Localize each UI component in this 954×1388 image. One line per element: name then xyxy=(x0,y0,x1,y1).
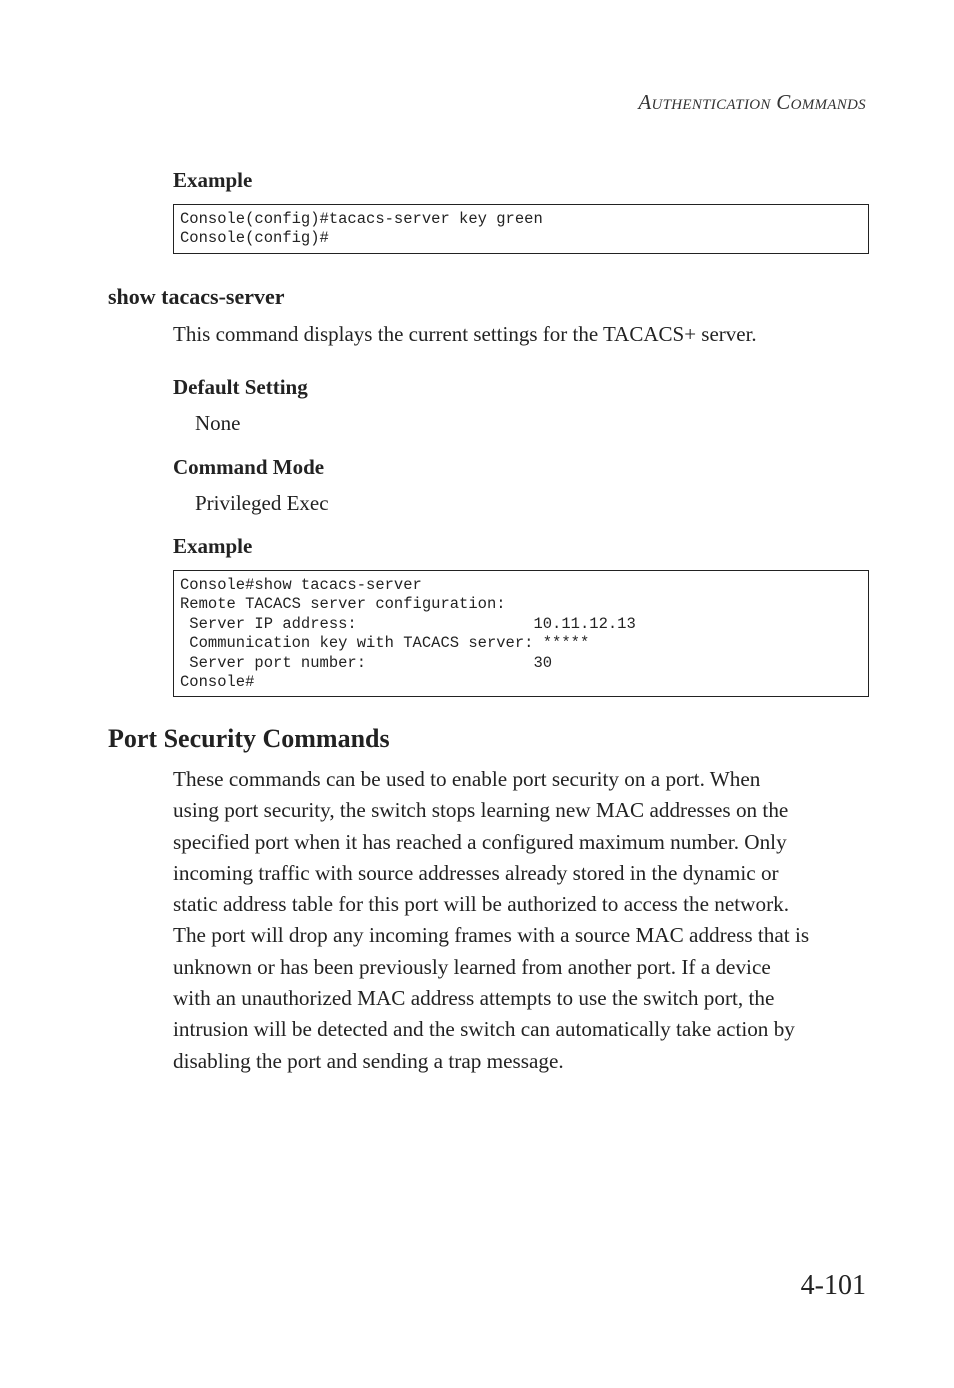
code-block-2 xyxy=(173,570,869,697)
command-mode-label: Command Mode xyxy=(173,455,325,479)
code-line: Console(config)# xyxy=(180,229,329,248)
command-mode-value: Privileged Exec xyxy=(195,491,329,515)
command-description: This command displays the current settings for the TACACS+ server. xyxy=(173,322,757,346)
paragraph-line: disabling the port and sending a trap message. xyxy=(173,1048,564,1073)
section-paragraph xyxy=(173,764,873,1077)
page-number: 4-101 xyxy=(800,1270,866,1301)
example-label-2: Example xyxy=(173,534,253,558)
code-line: Console# xyxy=(180,673,255,692)
paragraph-line: unknown or has been previously learned from another port. If a device xyxy=(173,954,771,979)
paragraph-line: The port will drop any incoming frames with a source MAC address that is xyxy=(173,923,810,948)
code-line: Console#show tacacs-server xyxy=(180,576,422,594)
code-line: Communication key with TACACS server: ***** xyxy=(180,634,590,653)
running-head-initial-1: A xyxy=(638,90,652,114)
code-line: Console(config)#tacacs-server key green xyxy=(180,210,543,228)
running-head-initial-2: C xyxy=(776,90,791,114)
paragraph-line: incoming traffic with source addresses already stored in the dynamic or xyxy=(173,860,779,885)
code-line: Remote TACACS server configuration: xyxy=(180,595,506,614)
code-line: Server IP address: 10.11.12.13 xyxy=(180,614,636,633)
example-label-1: Example xyxy=(173,168,253,192)
running-head-rest-1: UTHENTICATION xyxy=(651,97,771,113)
running-head xyxy=(638,90,866,115)
paragraph-line: intrusion will be detected and the switch can automatically take action by xyxy=(173,1017,795,1042)
section-title: Port Security Commands xyxy=(108,724,390,753)
default-setting-label: Default Setting xyxy=(173,375,308,399)
paragraph-line: These commands can be used to enable port security on a port. When xyxy=(173,767,761,791)
paragraph-line: specified port when it has reached a configured maximum number. Only xyxy=(173,829,787,854)
code-line: Server port number: 30 xyxy=(180,653,553,672)
code-block-1 xyxy=(173,204,869,254)
paragraph-line: with an unauthorized MAC address attempts to use the switch port, the xyxy=(173,986,775,1011)
paragraph-line: static address table for this port will be authorized to access the network. xyxy=(173,892,790,917)
command-heading: show tacacs-server xyxy=(108,284,285,309)
paragraph-line: using port security, the switch stops learning new MAC addresses on the xyxy=(173,798,789,823)
running-head-rest-2: OMMANDS xyxy=(790,97,866,113)
default-setting-value: None xyxy=(195,411,241,435)
